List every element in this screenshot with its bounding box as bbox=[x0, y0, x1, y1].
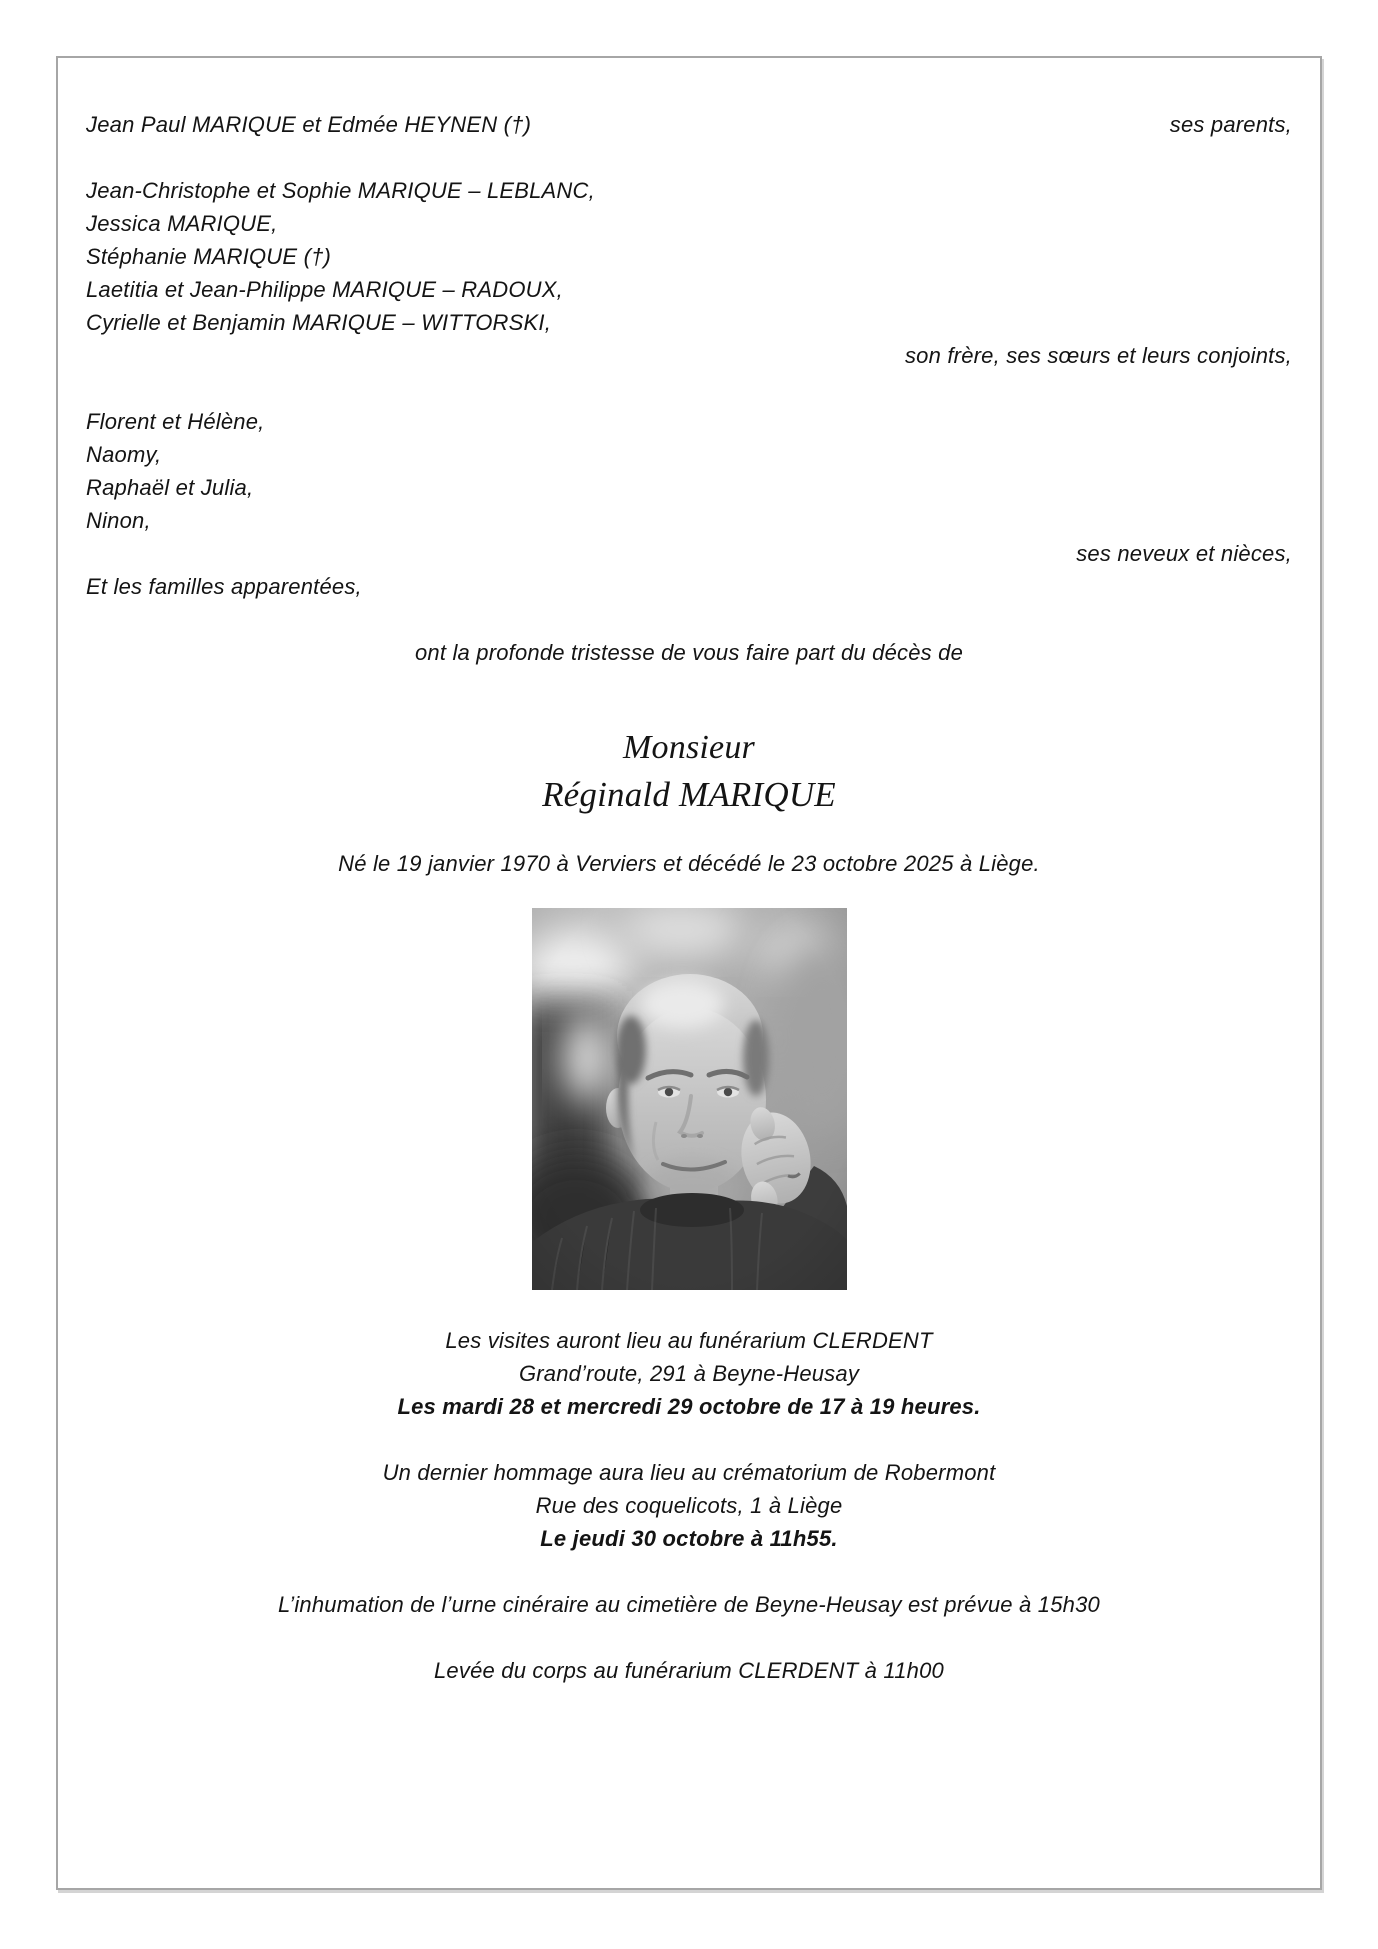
levee-line: Levée du corps au funérarium CLERDENT à 11h00 bbox=[434, 1658, 944, 1683]
document-frame bbox=[56, 56, 1322, 1890]
deceased-name: Réginald MARIQUE bbox=[542, 775, 836, 814]
visits-line1: Les visites auront lieu au funérarium CLERDENT bbox=[445, 1328, 933, 1353]
sibling-line: Cyrielle et Benjamin MARIQUE – WITTORSKI, bbox=[86, 310, 552, 335]
life-dates-line: Né le 19 janvier 1970 à Verviers et décédé le 23 octobre 2025 à Liège. bbox=[338, 851, 1040, 876]
spacer bbox=[86, 372, 1292, 405]
obituary-content bbox=[58, 58, 1320, 1888]
announcement-intro: ont la profonde tristesse de vous faire part du décès de bbox=[414, 640, 964, 665]
tribute-line2: Rue des coquelicots, 1 à Liège bbox=[535, 1493, 843, 1518]
parents-relation: ses parents, bbox=[1169, 112, 1292, 137]
tribute-line1: Un dernier hommage aura lieu au crématorium de Robermont bbox=[382, 1460, 996, 1485]
inhumation-line: L’inhumation de l’urne cinéraire au cimetière de Beyne-Heusay est prévue à 15h30 bbox=[278, 1592, 1100, 1617]
deceased-title: Monsieur bbox=[623, 729, 755, 766]
spacer bbox=[86, 1621, 1292, 1654]
photo-container bbox=[86, 908, 1292, 1290]
sibling-line: Jean-Christophe et Sophie MARIQUE – LEBLANC, bbox=[86, 178, 595, 203]
families-line: Et les familles apparentées, bbox=[86, 574, 362, 599]
spacer bbox=[86, 141, 1292, 174]
parents-row bbox=[86, 108, 1292, 141]
siblings-relation: son frère, ses sœurs et leurs conjoints, bbox=[904, 343, 1292, 368]
spacer bbox=[86, 603, 1292, 636]
tribute-schedule: Le jeudi 30 octobre à 11h55. bbox=[540, 1526, 838, 1551]
spacer bbox=[86, 1555, 1292, 1588]
spacer bbox=[86, 1423, 1292, 1456]
niece-line: Raphaël et Julia, bbox=[86, 475, 254, 500]
spacer bbox=[86, 669, 1292, 725]
visits-schedule: Les mardi 28 et mercredi 29 octobre de 17 à 19 heures. bbox=[397, 1394, 981, 1419]
nieces-block bbox=[86, 405, 1292, 537]
siblings-block bbox=[86, 174, 1292, 339]
tribute-block bbox=[86, 1456, 1292, 1555]
niece-line: Florent et Hélène, bbox=[86, 409, 265, 434]
niece-line: Ninon, bbox=[86, 508, 151, 533]
spacer bbox=[86, 819, 1292, 847]
visits-line2: Grand’route, 291 à Beyne-Heusay bbox=[518, 1361, 860, 1386]
sibling-line: Laetitia et Jean-Philippe MARIQUE – RADOUX, bbox=[86, 277, 563, 302]
nieces-relation: ses neveux et nièces, bbox=[1076, 541, 1292, 566]
parents-names: Jean Paul MARIQUE et Edmée HEYNEN (†) bbox=[86, 112, 532, 137]
sibling-line: Stéphanie MARIQUE (†) bbox=[86, 244, 332, 269]
visits-block bbox=[86, 1324, 1292, 1423]
portrait-photo bbox=[532, 908, 847, 1290]
sibling-line: Jessica MARIQUE, bbox=[86, 211, 278, 236]
niece-line: Naomy, bbox=[86, 442, 162, 467]
